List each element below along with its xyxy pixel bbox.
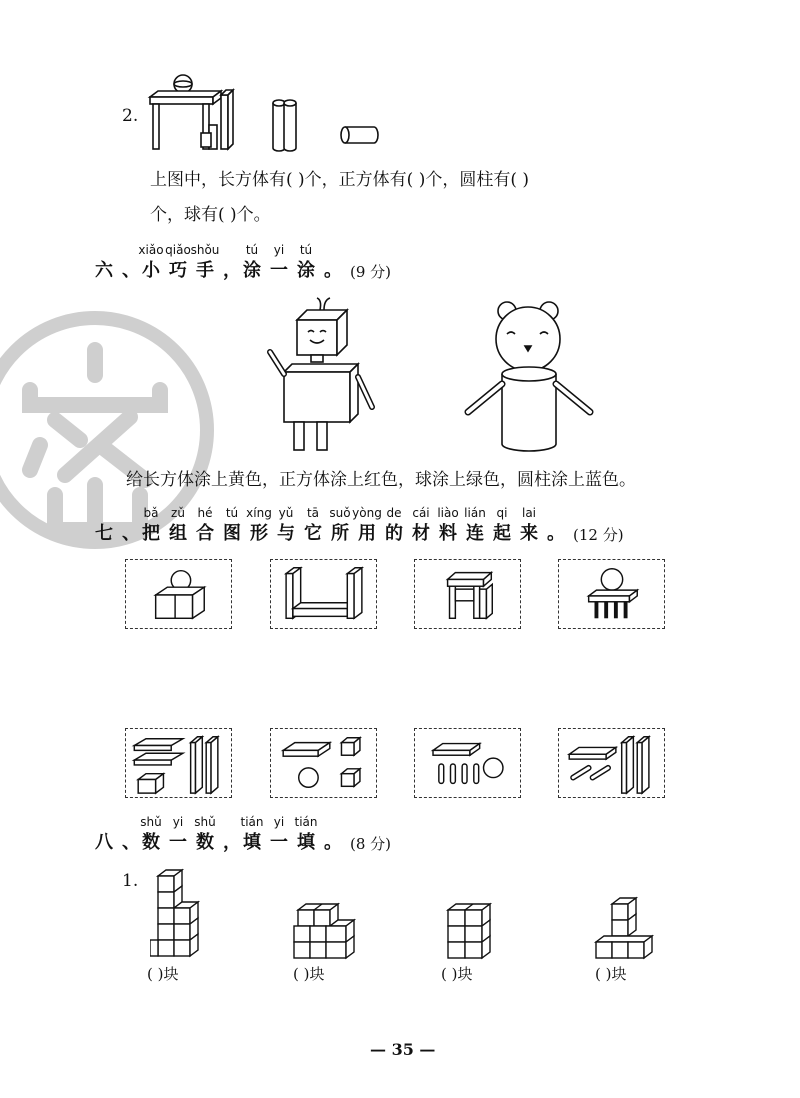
heading-char — [140, 815, 162, 853]
heading-char — [520, 506, 538, 544]
secret-stamp-watermark — [0, 305, 220, 555]
heading-char — [304, 506, 322, 544]
pinyin: yòng — [352, 506, 382, 520]
heading-char-text: 所 — [331, 523, 349, 544]
pinyin: hé — [197, 506, 213, 520]
heading-char — [223, 262, 241, 280]
heading-char — [138, 243, 164, 281]
heading-char-text: 连 — [466, 523, 484, 544]
heading-char — [95, 525, 113, 543]
materials-box-2[interactable] — [270, 728, 377, 798]
heading-char — [385, 506, 403, 544]
heading-char — [297, 243, 315, 281]
heading-char-text: ， — [223, 832, 241, 853]
pinyin: yi — [273, 243, 285, 257]
section-6-instruction: 给长方体涂上黄色，正方体涂上红色，球涂上绿色，圆柱涂上蓝色。 — [126, 470, 636, 490]
heading-char — [329, 506, 351, 544]
pinyin: lián — [464, 506, 486, 520]
heading-char — [122, 834, 140, 852]
heading-char-text: 八 — [95, 832, 113, 853]
section-score: (12 分) — [573, 526, 624, 544]
heading-char-text: 。 — [324, 260, 342, 281]
page-number: — 35 — — [370, 1040, 436, 1059]
pinyin: liào — [437, 506, 459, 520]
heading-char-text: 形 — [250, 523, 268, 544]
heading-char-text: 涂 — [297, 260, 315, 281]
pinyin: xíng — [246, 506, 272, 520]
heading-char-text: 与 — [277, 523, 295, 544]
heading-char — [464, 506, 486, 544]
heading-char-text: 巧 — [169, 260, 187, 281]
robot-figure — [262, 292, 382, 454]
pinyin: tú — [225, 506, 239, 520]
question-2-line-2: 个，球有( )个。 — [150, 205, 271, 225]
heading-char-text: 用 — [358, 523, 376, 544]
materials-box-1[interactable] — [125, 728, 232, 798]
heading-char-text: 一 — [270, 260, 288, 281]
q2-two-cylinders-figure — [270, 98, 300, 153]
pinyin: tú — [299, 243, 313, 257]
heading-char-text: 。 — [324, 832, 342, 853]
heading-char — [324, 262, 342, 280]
heading-char-text: 、 — [122, 832, 140, 853]
heading-char-text: 一 — [270, 832, 288, 853]
pinyin: xiǎo — [138, 243, 164, 257]
pinyin: qi — [496, 506, 508, 520]
heading-char — [190, 243, 220, 281]
pinyin: tā — [306, 506, 320, 520]
q2-table-figure — [145, 73, 240, 153]
heading-char-text: 、 — [122, 523, 140, 544]
heading-char-text: 材 — [412, 523, 430, 544]
combined-shape-box-3[interactable] — [414, 559, 521, 629]
heading-char-text: 图 — [223, 523, 241, 544]
heading-char-text: 填 — [297, 832, 315, 853]
heading-char — [294, 815, 318, 853]
heading-char-text: 把 — [142, 523, 160, 544]
section-8-heading — [95, 815, 392, 853]
materials-box-3[interactable] — [414, 728, 521, 798]
combined-shape-box-1[interactable] — [125, 559, 232, 629]
pinyin: yi — [172, 815, 184, 829]
heading-char — [95, 262, 113, 280]
question-2-line-1: 上图中，长方体有( )个，正方体有( )个，圆柱有( ) — [150, 170, 530, 190]
pinyin: shǒu — [190, 243, 220, 257]
bear-figure — [462, 294, 597, 456]
heading-char-text: 它 — [304, 523, 322, 544]
heading-char — [223, 834, 241, 852]
section-8-question-1-number: 1. — [122, 871, 139, 891]
cube-stack-3 — [442, 898, 498, 962]
pinyin: de — [386, 506, 402, 520]
pinyin: suǒ — [329, 506, 351, 520]
pinyin: tú — [245, 243, 259, 257]
heading-char — [246, 506, 272, 544]
pinyin: shǔ — [194, 815, 216, 829]
pinyin: yi — [273, 815, 285, 829]
heading-char-text: 数 — [196, 832, 214, 853]
section-score: (9 分) — [350, 263, 392, 281]
heading-char-text: 涂 — [243, 260, 261, 281]
heading-char — [95, 834, 113, 852]
cube-stack-4 — [590, 893, 660, 962]
count-label-2[interactable]: ( )块 — [293, 965, 325, 983]
heading-char — [223, 506, 241, 544]
heading-char-text: 合 — [196, 523, 214, 544]
heading-char-text: 的 — [385, 523, 403, 544]
heading-char — [169, 506, 187, 544]
heading-char — [547, 525, 565, 543]
materials-box-4[interactable] — [558, 728, 665, 798]
heading-char — [352, 506, 382, 544]
count-label-1[interactable]: ( )块 — [147, 965, 179, 983]
heading-char — [194, 815, 216, 853]
heading-char-text: 。 — [547, 523, 565, 544]
pinyin: lai — [521, 506, 537, 520]
heading-char — [412, 506, 430, 544]
heading-char — [270, 243, 288, 281]
question-2-number: 2. — [122, 106, 139, 126]
heading-char — [240, 815, 264, 853]
q2-lying-cylinder-figure — [340, 124, 380, 146]
pinyin: tián — [240, 815, 264, 829]
heading-char — [122, 525, 140, 543]
heading-char-text: 七 — [95, 523, 113, 544]
heading-char — [142, 506, 160, 544]
heading-char-text: 小 — [142, 260, 160, 281]
count-label-4[interactable]: ( )块 — [595, 965, 627, 983]
pinyin: qiǎo — [165, 243, 191, 257]
combined-shape-box-2[interactable] — [270, 559, 377, 629]
heading-char-text: 六 — [95, 260, 113, 281]
pinyin: yǔ — [278, 506, 294, 520]
combined-shape-box-4[interactable] — [558, 559, 665, 629]
heading-char-text: 料 — [439, 523, 457, 544]
heading-char — [169, 815, 187, 853]
heading-char — [277, 506, 295, 544]
count-label-3[interactable]: ( )块 — [441, 965, 473, 983]
heading-char-text: 组 — [169, 523, 187, 544]
heading-char — [437, 506, 459, 544]
heading-char — [122, 262, 140, 280]
section-7-heading — [95, 506, 624, 544]
heading-char-text: 、 — [122, 260, 140, 281]
heading-char-text: ， — [223, 260, 241, 281]
heading-char-text: 数 — [142, 832, 160, 853]
heading-char — [243, 243, 261, 281]
cube-stack-1 — [150, 866, 210, 962]
heading-char — [270, 815, 288, 853]
heading-char-text: 一 — [169, 832, 187, 853]
heading-char-text: 来 — [520, 523, 538, 544]
pinyin: zǔ — [171, 506, 185, 520]
heading-char — [165, 243, 191, 281]
pinyin: cái — [412, 506, 430, 520]
section-score: (8 分) — [350, 835, 392, 853]
pinyin: tián — [294, 815, 318, 829]
section-6-heading — [95, 243, 392, 281]
pinyin: shǔ — [140, 815, 162, 829]
heading-char-text: 填 — [243, 832, 261, 853]
pinyin: bǎ — [143, 506, 159, 520]
heading-char — [196, 506, 214, 544]
heading-char-text: 手 — [196, 260, 214, 281]
heading-char — [324, 834, 342, 852]
heading-char-text: 起 — [493, 523, 511, 544]
heading-char — [493, 506, 511, 544]
cube-stack-2 — [290, 898, 362, 962]
